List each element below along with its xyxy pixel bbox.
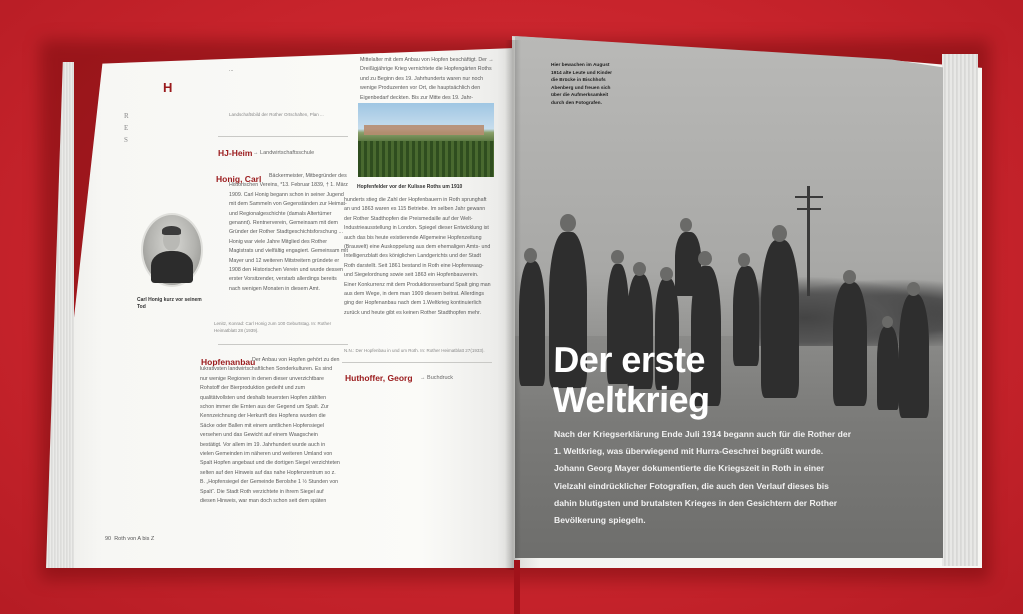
headline-line: Der erste <box>553 339 706 380</box>
chapter-headline <box>552 340 710 420</box>
entry-text-honig: Bäckermeister, Mitbegründer des Historischen Vereins, *13. Februar 1839, † 1. März 1909. Carl Honig begann schon in seiner Jugend mit dem Sammeln von Gegenständen zur Heimat- und Regionalgeschichte (damals Altertümer genannt). Rentnerverein, Gemeinsam mit dem Gründer der Rother Stadtgeschichtsforschung ... Honig war viele Jahre Mitglied des Rother Magistrats und vielfältig engagiert. Gemeinsam mit Mayer und 12 weiteren Mitstreitern gründete er 1908 den Historischen Verein und wurde dessen erster Vorsitzender, verstarb allerdings bereits nach wenigen Monaten in diesem Amt. <box>229 173 348 292</box>
mid-column-note: N.N.: Der Hopfenbau in und um Roth. In: Rother Heimatblatt 27(1933). <box>344 348 485 353</box>
entry-title-hj-heim: HJ-Heim <box>218 148 253 158</box>
side-letter: R <box>124 112 129 120</box>
top-note: Landschaftsbild der Rother Ortschaften, Plan ... <box>229 112 324 117</box>
entry-title-huthoffer: Huthoffer, Georg <box>345 373 413 383</box>
mid-column-body: hunderts stieg die Zahl der Hopfenbauern in Roth sprunghaft an und 1863 waren es 115 Betriebe. Im selben Jahr gewann der Rother Stadthopfen die Preismedaille auf der Welt-Industrieausstellung in London. Spiegel dieser Entwicklung ist auch das bis heute existierende Allgemeine Hopfenzeitung (Brauwelt) eine Auskoppelung aus dem ehemaligen Amts- und Intelligenzblatt des königlichen Landgerichts und der Stadt Roth darstellt. Seit 1861 bestand in Roth eine Hopfenwaag- und Siegelordnung sowie seit 1863 ein Hopfenbauverein. Einer Konkurrenz mit dem Produktionsverband Spalt ging man aus dem Wege, in dem man 1909 diesem beitrat. Allerdings ging der Hopfenanbau nach dem 1.Weltkrieg kontinuierlich zurück und heute gibt es keinen Rother Stadthopfen mehr. <box>344 197 491 316</box>
divider <box>218 344 348 345</box>
mid-column-top: Mittelalter mit dem Anbau von Hopfen beschäftigt. Der → Dreißigjährige Krieg vernichtete die Hopfengärten Roths und zu Beginn des 19. Jahrhunderts waren nur noch wenige Produzenten vor Ort, die hauptsächlich den Eigenbedarf deckten. Bis zur Mitte des 19. Jahr- <box>360 57 494 101</box>
entry-ref-hj-heim: → Landwirtschaftsschule <box>253 150 315 156</box>
bookmark-ribbon <box>514 560 520 614</box>
entry-text-hopfenanbau: Der Anbau von Hopfen gehört zu den lukrativsten landwirtschaftlichen Sonderkulturen. Es sind nur wenige Regionen in denen dieser unverzichtbare Rohstoff der Bierproduktion gedeiht und zum qualitätvollsten und deshalb teuersten Hopfen zählten schon immer die Ernten aus der Gegend um Spalt. Zur Kennzeichnung der Herkunft des Hopfens wurden die Säcke oder Ballen mit einem amtlichen Hopfensiegel versehen und das Gewicht auf einem Waagschein bestätigt. Vor allem im 19. Jahrhundert wurde auch in vielen Gemeinden im näheren und weiteren Umland von Spalt Hopfen angebaut und die dortigen Siegel verzichteten selten auf den Hinweis auf das nahe Hopfenzentrum so z. B. „Hopfensiegel der Gemeinde Berolshe 1 ½ Stunden von Spalt“. Die Stadt Roth verzichtete in ihrem Siegel auf diesen Hinweis, war man doch schon seit dem späten <box>200 357 340 505</box>
side-letter: E <box>124 124 129 132</box>
entry-ref-huthoffer: → Buchdruck <box>420 375 454 381</box>
divider <box>342 362 492 363</box>
right-page-edges <box>942 54 978 566</box>
top-column-left: ... <box>229 67 234 73</box>
entry-title-hopfenanbau: Hopfenanbau <box>201 357 256 367</box>
page-number <box>105 536 154 542</box>
side-letter: S <box>124 136 128 144</box>
running-footer: Roth von A bis Z <box>114 536 155 542</box>
headline-line: Weltkrieg <box>552 379 710 420</box>
portrait-photo <box>141 213 203 287</box>
divider <box>218 136 348 137</box>
photo-caption: Hier bewachen im August 1914 alte Leute und Kinder die Brücke in Bischhofs Abenberg und freuen sich über die Aufmerksamkeit durch den Fotografen. <box>551 63 613 106</box>
chapter-intro: Nach der Kriegserklärung Ende Juli 1914 begann auch für die Rother der 1. Weltkrieg, was überwiegend mit Hurra-Geschrei begrüßt wurde. Johann Georg Mayer dokumentierte die Kriegszeit in Roth in einer Vielzahl eindrücklicher Fotografien, die auch den Verlauf dieses bis dahin blutigsten und brutalsten Krieges in den Gesichtern der Rother Bevölkerung spiegeln. <box>554 429 852 526</box>
book-gutter <box>505 40 521 570</box>
hop-fields-photo <box>358 103 494 177</box>
entry-note-honig: Lenitz, Konrad: Carl Honig zum 100 Geburtstag. In: Rother Heimatblatt 28 (1939). <box>214 321 332 333</box>
entry-title-honig: Honig, Carl <box>216 174 262 184</box>
page-number-value: 90 <box>105 536 112 542</box>
side-letters <box>124 110 129 146</box>
section-letter: H <box>163 80 173 95</box>
hop-fields-caption: Hopfenfelder vor der Kulisse Roths um 1910 <box>357 184 463 190</box>
portrait-caption: Carl Honig kurz vor seinem Tod <box>137 297 202 310</box>
